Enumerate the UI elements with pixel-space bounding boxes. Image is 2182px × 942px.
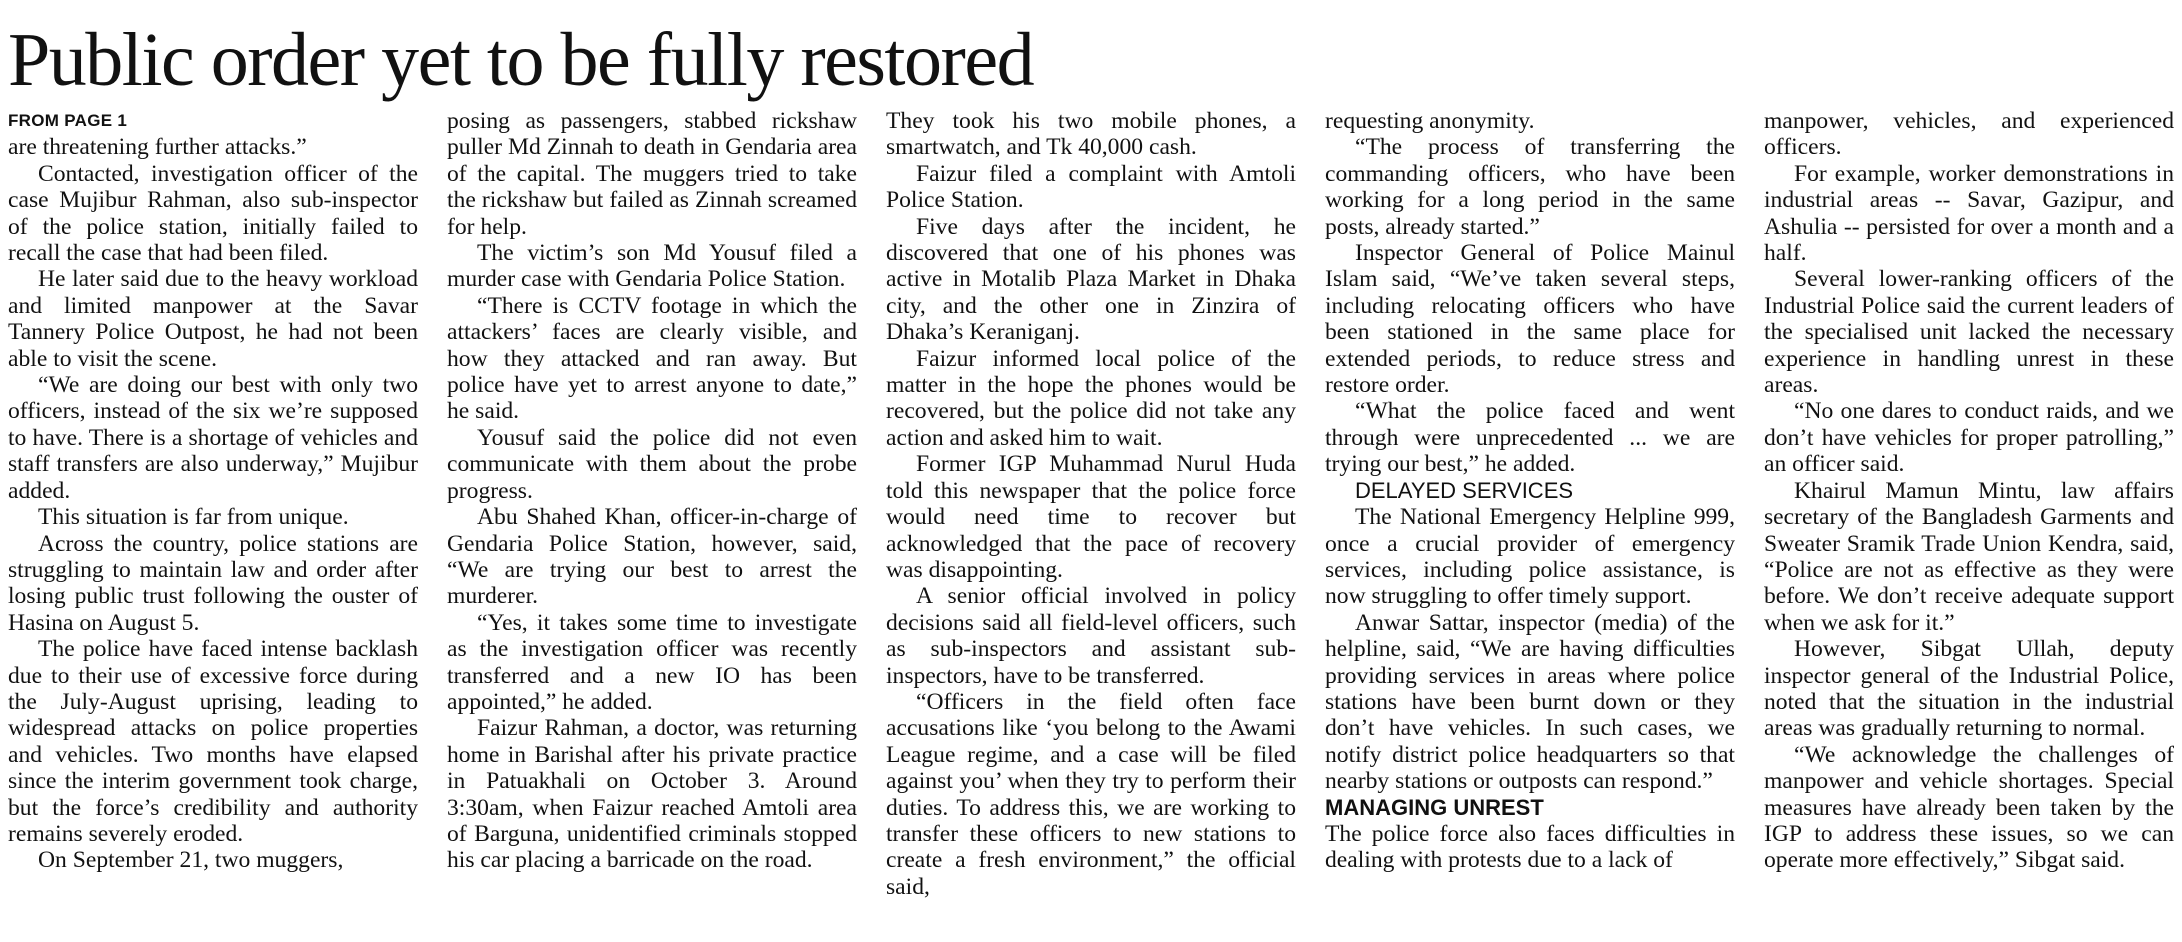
paragraph: This situation is far from unique. bbox=[38, 504, 349, 531]
section-subhead-delayed-services: DELAYED SERVICES bbox=[1355, 477, 1574, 503]
paragraph: “We are doing our best with only two officers, instead of the six we’re supposed to have. There is a shortage of vehicles and staff transfers are also underway,” Mujibur added. bbox=[8, 372, 418, 504]
paragraph: “Yes, it takes some time to investigate as the investigation officer was recently transferred and a new IO has been appointed,” he added. bbox=[447, 609, 857, 715]
paragraph: Abu Shahed Khan, officer-in-charge of Gendaria Police Station, however, said, “We are trying our best to arrest the murderer. bbox=[447, 504, 857, 610]
article-column-4 bbox=[1325, 108, 1735, 936]
paragraph: “What the police faced and went through were unprecedented ... we are trying our best,” he added. bbox=[1325, 398, 1735, 478]
paragraph: For example, worker demonstrations in industrial areas -- Savar, Gazipur, and Ashulia -- persisted for over a month and a half. bbox=[1764, 160, 2174, 267]
paragraph: Faizur Rahman, a doctor, was returning home in Barishal after his private practice in Patuakhali on October 3. Around 3:30am, when Faizur reached Amtoli area of Barguna, unidentified criminals stopped his car placing a barricade on the road. bbox=[447, 715, 857, 874]
paragraph: Yousuf said the police did not even communicate with them about the probe progress. bbox=[447, 424, 857, 504]
paragraph: He later said due to the heavy workload and limited manpower at the Savar Tannery Police Outpost, he had not been able to visit the scene. bbox=[8, 266, 418, 372]
paragraph: Faizur informed local police of the matter in the hope the phones would be recovered, but the police did not take any action and asked him to wait. bbox=[886, 345, 1296, 451]
section-subhead-managing-unrest: MANAGING UNREST bbox=[1325, 794, 1544, 820]
paragraph: A senior official involved in policy decisions said all field-level officers, such as sub-inspectors and assistant sub-inspectors, have to be transferred. bbox=[886, 583, 1296, 689]
paragraph: They took his two mobile phones, a smartwatch, and Tk 40,000 cash. bbox=[886, 108, 1296, 161]
paragraph: Across the country, police stations are struggling to maintain law and order after losing public trust following the ouster of Hasina on August 5. bbox=[8, 530, 418, 636]
paragraph: The police have faced intense backlash due to their use of excessive force during the July-August uprising, leading to widespread attacks on police properties and vehicles. Two months have elapsed since the interim government took charge, but the force’s credibility and authority remains severely eroded. bbox=[8, 636, 418, 847]
article-column-2 bbox=[447, 108, 857, 936]
article-column-3 bbox=[886, 108, 1296, 936]
article-body bbox=[8, 108, 2174, 936]
paragraph: Faizur filed a complaint with Amtoli Police Station. bbox=[886, 160, 1296, 214]
paragraph: Former IGP Muhammad Nurul Huda told this newspaper that the police force would need time to recover but acknowledged that the pace of recovery was disappointing. bbox=[886, 451, 1296, 583]
article-column-5 bbox=[1764, 108, 2174, 936]
jump-line: FROM PAGE 1 bbox=[8, 111, 128, 130]
paragraph: “Officers in the field often face accusations like ‘you belong to the Awami League regime, and a case will be filed against you’ when they try to perform their duties. To address this, we are working to transfer these officers to new stations to create a fresh environment,” the official said, bbox=[886, 688, 1296, 900]
paragraph: Several lower-ranking officers of the Industrial Police said the current leaders of the specialised unit lacked the necessary experience in handling unrest in these areas. bbox=[1764, 266, 2174, 399]
paragraph: However, Sibgat Ullah, deputy inspector general of the Industrial Police, noted that the situation in the industrial areas was gradually returning to normal. bbox=[1764, 636, 2174, 742]
paragraph: are threatening further attacks.” bbox=[8, 134, 307, 161]
paragraph: posing as passengers, stabbed rickshaw puller Md Zinnah to death in Gendaria area of the capital. The muggers tried to take the rickshaw but failed as Zinnah screamed for help. bbox=[447, 108, 857, 240]
article-headline: Public order yet to be fully restored bbox=[8, 18, 1034, 102]
paragraph: “We acknowledge the challenges of manpower and vehicle shortages. Special measures have already been taken by the IGP to address these issues, so we can operate more effectively,” Sibgat said. bbox=[1764, 741, 2174, 874]
paragraph: The police force also faces difficulties in dealing with protests due to a lack of bbox=[1325, 820, 1735, 874]
paragraph: The National Emergency Helpline 999, once a crucial provider of emergency services, including police assistance, is now struggling to offer timely support. bbox=[1325, 504, 1735, 610]
paragraph: requesting anonymity. bbox=[1325, 108, 1535, 134]
paragraph: “There is CCTV footage in which the attackers’ faces are clearly visible, and how they attacked and ran away. But police have yet to arrest anyone to date,” he said. bbox=[447, 292, 857, 425]
paragraph: Inspector General of Police Mainul Islam said, “We’ve taken several steps, including relocating officers who have been stationed in the same place for extended periods, to reduce stress and restore order. bbox=[1325, 240, 1735, 399]
paragraph: manpower, vehicles, and experienced officers. bbox=[1764, 108, 2174, 161]
paragraph: “No one dares to conduct raids, and we don’t have vehicles for proper patrolling,” an officer said. bbox=[1764, 398, 2174, 478]
paragraph: Contacted, investigation officer of the case Mujibur Rahman, also sub-inspector of the police station, initially failed to recall the case that had been filed. bbox=[8, 160, 418, 267]
paragraph: On September 21, two muggers, bbox=[38, 847, 344, 874]
paragraph: The victim’s son Md Yousuf filed a murder case with Gendaria Police Station. bbox=[447, 240, 857, 293]
article-column-1 bbox=[8, 108, 418, 936]
paragraph: Anwar Sattar, inspector (media) of the helpline, said, “We are having difficulties providing services in areas where police stations have been burnt down or they don’t have vehicles. In such cases, we notify district police headquarters so that nearby stations or outposts can respond.” bbox=[1325, 609, 1735, 795]
paragraph: Khairul Mamun Mintu, law affairs secretary of the Bangladesh Garments and Sweater Sramik Trade Union Kendra, said, “Police are not as effective as they were before. We don’t receive adequate support when we ask for it.” bbox=[1764, 477, 2174, 636]
paragraph: “The process of transferring the commanding officers, who have been working for a long period in the same posts, already started.” bbox=[1325, 134, 1735, 240]
paragraph: Five days after the incident, he discovered that one of his phones was active in Motalib Plaza Market in Dhaka city, and the other one in Zinzira of Dhaka’s Keraniganj. bbox=[886, 213, 1296, 346]
